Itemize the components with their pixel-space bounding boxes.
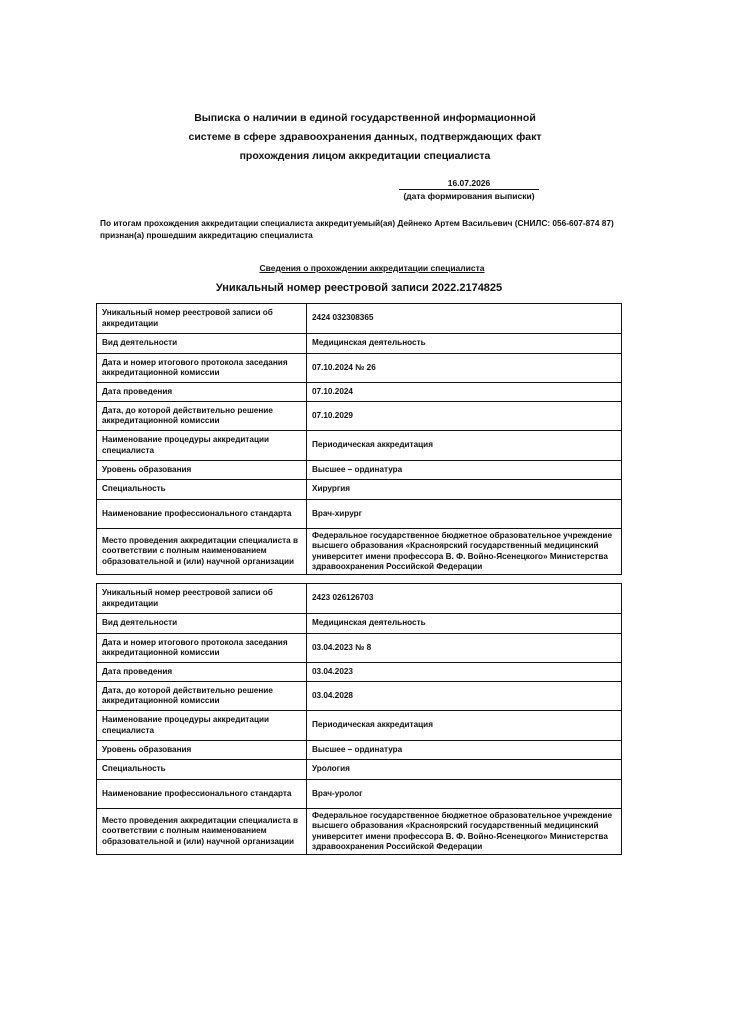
table-row <box>97 780 622 809</box>
table-row <box>97 663 622 682</box>
label-standard: Наименование профессионального стандарта <box>97 500 307 529</box>
table-row <box>97 634 622 663</box>
issue-date-block <box>399 178 539 201</box>
value-specialty: Хирургия <box>307 480 622 500</box>
section-title: Сведения о прохождении аккредитации специалиста <box>259 263 485 273</box>
table-row <box>97 584 622 614</box>
label-specialty: Специальность <box>97 760 307 780</box>
value-standard: Врач-уролог <box>307 780 622 809</box>
value-activity: Медицинская деятельность <box>307 334 622 354</box>
table-row <box>97 741 622 760</box>
value-education: Высшее – ординатура <box>307 741 622 760</box>
title-line-1: Выписка о наличии в единой государственной информационной <box>194 112 536 124</box>
table-row <box>97 760 622 780</box>
value-place: Федеральное государственное бюджетное образовательное учреждение высшего образования «Красноярский государственный медицинский университет имени профессора В. Ф. Войно-Ясенецкого» Министерства здравоохранения Российской Федерации <box>307 529 622 575</box>
intro-paragraph: По итогам прохождения аккредитации специалиста аккредитуемый(ая) Дейнеко Артем Васильевич (СНИЛС: 056-607-874 87) признан(а) прошедшим аккредитацию специалиста <box>100 218 614 240</box>
label-held-date: Дата проведения <box>97 383 307 402</box>
document-title <box>150 109 580 166</box>
value-specialty: Урология <box>307 760 622 780</box>
label-protocol: Дата и номер итогового протокола заседания аккредитационной комиссии <box>97 354 307 383</box>
table-row <box>97 334 622 354</box>
table-row <box>97 383 622 402</box>
label-procedure: Наименование процедуры аккредитации специалиста <box>97 711 307 741</box>
value-standard: Врач-хирург <box>307 500 622 529</box>
table-row <box>97 304 622 334</box>
label-education: Уровень образования <box>97 461 307 480</box>
value-protocol: 03.04.2023 № 8 <box>307 634 622 663</box>
issue-date: 16.07.2026 <box>447 178 491 188</box>
value-unique-number: 2423 026126703 <box>307 584 622 614</box>
table-row <box>97 461 622 480</box>
label-valid-until: Дата, до которой действительно решение аккредитационной комиссии <box>97 402 307 431</box>
table-row <box>97 500 622 529</box>
label-specialty: Специальность <box>97 480 307 500</box>
label-valid-until: Дата, до которой действительно решение аккредитационной комиссии <box>97 682 307 711</box>
registry-title: Уникальный номер реестровой записи 2022.2174825 <box>215 282 503 294</box>
table-row <box>97 529 622 575</box>
title-line-2: системе в сфере здравоохранения данных, подтверждающих факт <box>188 131 542 143</box>
label-held-date: Дата проведения <box>97 663 307 682</box>
label-place: Место проведения аккредитации специалиста в соответствии с полным наименованием образовательной и (или) научной организации <box>97 809 307 855</box>
table-row <box>97 711 622 741</box>
value-protocol: 07.10.2024 № 26 <box>307 354 622 383</box>
table-row <box>97 480 622 500</box>
label-unique-number: Уникальный номер реестровой записи об аккредитации <box>97 584 307 614</box>
label-standard: Наименование профессионального стандарта <box>97 780 307 809</box>
table-row <box>97 614 622 634</box>
table-row <box>97 402 622 431</box>
table-row <box>97 354 622 383</box>
value-education: Высшее – ординатура <box>307 461 622 480</box>
label-activity: Вид деятельности <box>97 614 307 634</box>
label-activity: Вид деятельности <box>97 334 307 354</box>
label-place: Место проведения аккредитации специалиста в соответствии с полным наименованием образовательной и (или) научной организации <box>97 529 307 575</box>
table-row <box>97 682 622 711</box>
table-row <box>97 809 622 855</box>
title-line-3: прохождения лицом аккредитации специалиста <box>239 150 491 162</box>
value-valid-until: 07.10.2029 <box>307 402 622 431</box>
value-unique-number: 2424 032308365 <box>307 304 622 334</box>
accreditation-record-table <box>96 303 622 575</box>
label-protocol: Дата и номер итогового протокола заседания аккредитационной комиссии <box>97 634 307 663</box>
accreditation-record-table <box>96 583 622 855</box>
value-valid-until: 03.04.2028 <box>307 682 622 711</box>
value-procedure: Периодическая аккредитация <box>307 431 622 461</box>
issue-date-caption: (дата формирования выписки) <box>403 191 535 201</box>
label-unique-number: Уникальный номер реестровой записи об аккредитации <box>97 304 307 334</box>
value-activity: Медицинская деятельность <box>307 614 622 634</box>
table-row <box>97 431 622 461</box>
value-held-date: 07.10.2024 <box>307 383 622 402</box>
value-held-date: 03.04.2023 <box>307 663 622 682</box>
label-procedure: Наименование процедуры аккредитации специалиста <box>97 431 307 461</box>
label-education: Уровень образования <box>97 741 307 760</box>
value-procedure: Периодическая аккредитация <box>307 711 622 741</box>
value-place: Федеральное государственное бюджетное образовательное учреждение высшего образования «Красноярский государственный медицинский университет имени профессора В. Ф. Войно-Ясенецкого» Министерства здравоохранения Российской Федерации <box>307 809 622 855</box>
